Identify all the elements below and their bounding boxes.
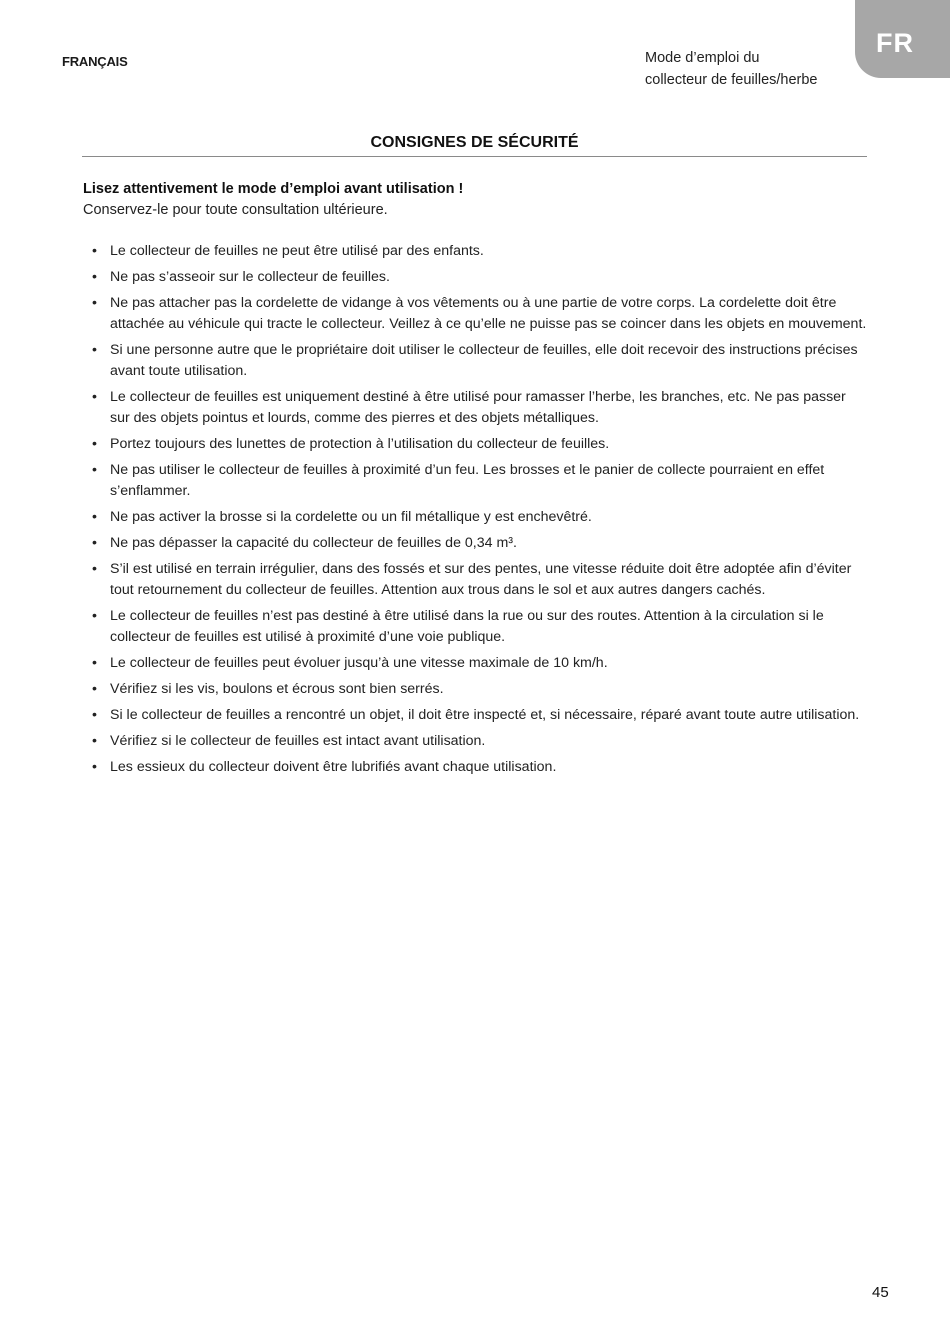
bullet-icon: • — [92, 295, 97, 311]
list-item-text: Ne pas attacher pas la cordelette de vidange à vos vêtements ou à une partie de votre corps. La cordelette doit être attachée au véhicule qui tracte le collecteur. Veillez à ce qu’elle ne puisse pas se coincer dans les objets en mouvement. — [110, 295, 867, 332]
list-item-text: Les essieux du collecteur doivent être lubrifiés avant chaque utilisation. — [110, 759, 557, 775]
list-item-text: Ne pas utiliser le collecteur de feuilles à proximité d’un feu. Les brosses et le panier de collecte pourraient en effet s’enflammer. — [110, 462, 825, 499]
list-item — [92, 533, 867, 554]
list-item — [92, 679, 867, 700]
document-title-line-1: Mode d’emploi du — [645, 50, 760, 66]
list-item-text: Le collecteur de feuilles est uniquement destiné à être utilisé pour ramasser l’herbe, les branches, etc. Ne pas passer sur des objets pointus et lourds, comme des pierres et des objets métalliques. — [110, 389, 846, 426]
list-item — [92, 293, 867, 335]
list-item-text: Ne pas dépasser la capacité du collecteur de feuilles de 0,34 m³. — [110, 535, 517, 551]
bullet-icon: • — [92, 269, 97, 285]
bullet-icon: • — [92, 733, 97, 749]
bullet-icon: • — [92, 243, 97, 259]
list-item — [92, 460, 867, 502]
document-title — [645, 47, 818, 91]
bullet-icon: • — [92, 561, 97, 577]
list-item — [92, 241, 867, 262]
list-item — [92, 559, 867, 601]
bullet-icon: • — [92, 342, 97, 358]
list-item-text: Si le collecteur de feuilles a rencontré un objet, il doit être inspecté et, si nécessaire, réparé avant toute autre utilisation. — [110, 707, 860, 723]
bullet-icon: • — [92, 462, 97, 478]
list-item — [92, 387, 867, 429]
list-item — [92, 340, 867, 382]
intro-note: Conservez-le pour toute consultation ultérieure. — [83, 202, 388, 218]
list-item-text: Si une personne autre que le propriétaire doit utiliser le collecteur de feuilles, elle doit recevoir des instructions précises avant toute utilisation. — [110, 342, 858, 379]
list-item-text: Portez toujours des lunettes de protection à l’utilisation du collecteur de feuilles. — [110, 436, 610, 452]
bullet-icon: • — [92, 759, 97, 775]
list-item — [92, 606, 867, 648]
list-item-text: Le collecteur de feuilles ne peut être utilisé par des enfants. — [110, 243, 484, 259]
language-label: FRANÇAIS — [62, 54, 128, 69]
intro-warning: Lisez attentivement le mode d’emploi avant utilisation ! — [83, 181, 464, 197]
section-divider — [82, 156, 867, 157]
list-item — [92, 705, 867, 726]
bullet-icon: • — [92, 389, 97, 405]
list-item-text: Vérifiez si le collecteur de feuilles est intact avant utilisation. — [110, 733, 486, 749]
language-tab: FR — [855, 0, 950, 78]
list-item-text: S’il est utilisé en terrain irrégulier, dans des fossés et sur des pentes, une vitesse réduite doit être adoptée afin d’éviter tout retournement du collecteur de feuilles. Attention aux trous dans le sol et aux autres dangers cachés. — [110, 561, 852, 598]
bullet-icon: • — [92, 608, 97, 624]
bullet-icon: • — [92, 535, 97, 551]
safety-rules-list — [92, 241, 867, 783]
bullet-icon: • — [92, 707, 97, 723]
bullet-icon: • — [92, 436, 97, 452]
list-item — [92, 507, 867, 528]
page-number: 45 — [872, 1284, 889, 1301]
bullet-icon: • — [92, 509, 97, 525]
list-item — [92, 434, 867, 455]
list-item-text: Vérifiez si les vis, boulons et écrous sont bien serrés. — [110, 681, 444, 697]
list-item-text: Ne pas activer la brosse si la cordelette ou un fil métallique y est enchevêtré. — [110, 509, 592, 525]
bullet-icon: • — [92, 681, 97, 697]
list-item-text: Ne pas s’asseoir sur le collecteur de feuilles. — [110, 269, 390, 285]
list-item — [92, 653, 867, 674]
section-title: CONSIGNES DE SÉCURITÉ — [370, 134, 579, 151]
list-item — [92, 267, 867, 288]
list-item-text: Le collecteur de feuilles n’est pas destiné à être utilisé dans la rue ou sur des routes. Attention à la circulation si le collecteur de feuilles est utilisé à proximité d’une voie publique. — [110, 608, 824, 645]
list-item — [92, 757, 867, 778]
document-title-line-2: collecteur de feuilles/herbe — [645, 72, 818, 88]
bullet-icon: • — [92, 655, 97, 671]
list-item-text: Le collecteur de feuilles peut évoluer jusqu’à une vitesse maximale de 10 km/h. — [110, 655, 608, 671]
list-item — [92, 731, 867, 752]
